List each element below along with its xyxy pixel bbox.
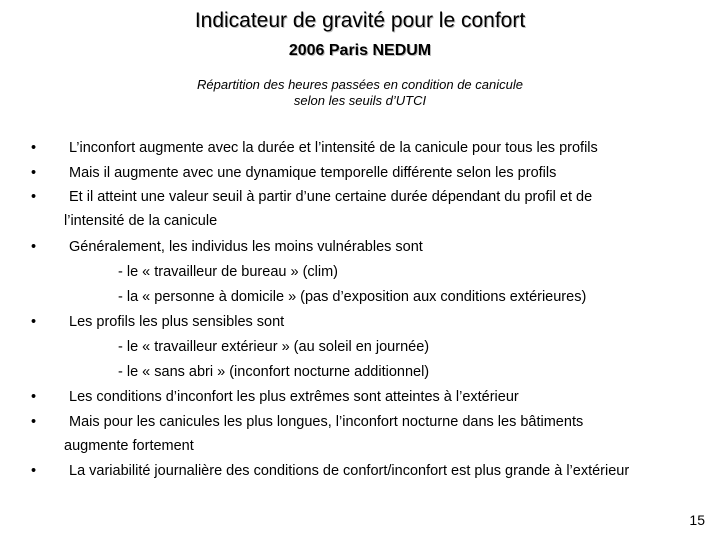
bullet-marker: •	[31, 165, 37, 181]
page-number: 15	[689, 512, 705, 528]
bullet-marker: •	[31, 239, 37, 255]
bullet-7-text-line-1: Mais pour les canicules les plus longues, l’inconfort nocturne dans les bâtiments	[69, 414, 584, 430]
bullet-marker: •	[31, 389, 37, 405]
bullet-5-sub-2: - le « sans abri » (inconfort nocturne additionnel)	[118, 364, 430, 380]
bullet-5-sub-1: - le « travailleur extérieur » (au soleil en journée)	[118, 339, 430, 355]
bullet-4-sub-1: - le « travailleur de bureau » (clim)	[118, 264, 339, 280]
bullet-marker: •	[31, 189, 37, 205]
bullet-5-text: Les profils les plus sensibles sont	[69, 314, 285, 330]
bullet-marker: •	[31, 414, 37, 430]
bullet-4-text: Généralement, les individus les moins vulnérables sont	[69, 239, 423, 255]
bullet-1-text: L’inconfort augmente avec la durée et l’intensité de la canicule pour tous les profils	[69, 140, 598, 156]
caption	[0, 77, 720, 109]
bullet-4-sub-2: - la « personne à domicile » (pas d’exposition aux conditions extérieures)	[118, 289, 587, 305]
caption-line-1: Répartition des heures passées en condition de canicule	[197, 77, 523, 92]
bullet-6-text: Les conditions d’inconfort les plus extrêmes sont atteintes à l’extérieur	[69, 389, 519, 405]
bullet-marker: •	[31, 140, 37, 156]
bullet-2-text: Mais il augmente avec une dynamique temporelle différente selon les profils	[69, 165, 557, 181]
bullet-3-text-line-1: Et il atteint une valeur seuil à partir d’une certaine durée dépendant du profil et de	[69, 189, 593, 205]
bullet-7-text-line-2: augmente fortement	[64, 438, 194, 454]
bullet-3-text-line-2: l’intensité de la canicule	[64, 213, 218, 229]
bullet-marker: •	[31, 463, 37, 479]
caption-line-2: selon les seuils d’UTCI	[293, 93, 427, 108]
slide-title: Indicateur de gravité pour le confort	[194, 9, 526, 32]
bullet-8-text: La variabilité journalière des conditions de confort/inconfort est plus grande à l’extérieur	[69, 463, 630, 479]
slide-subtitle: 2006 Paris NEDUM	[288, 42, 432, 59]
bullet-marker: •	[31, 314, 37, 330]
